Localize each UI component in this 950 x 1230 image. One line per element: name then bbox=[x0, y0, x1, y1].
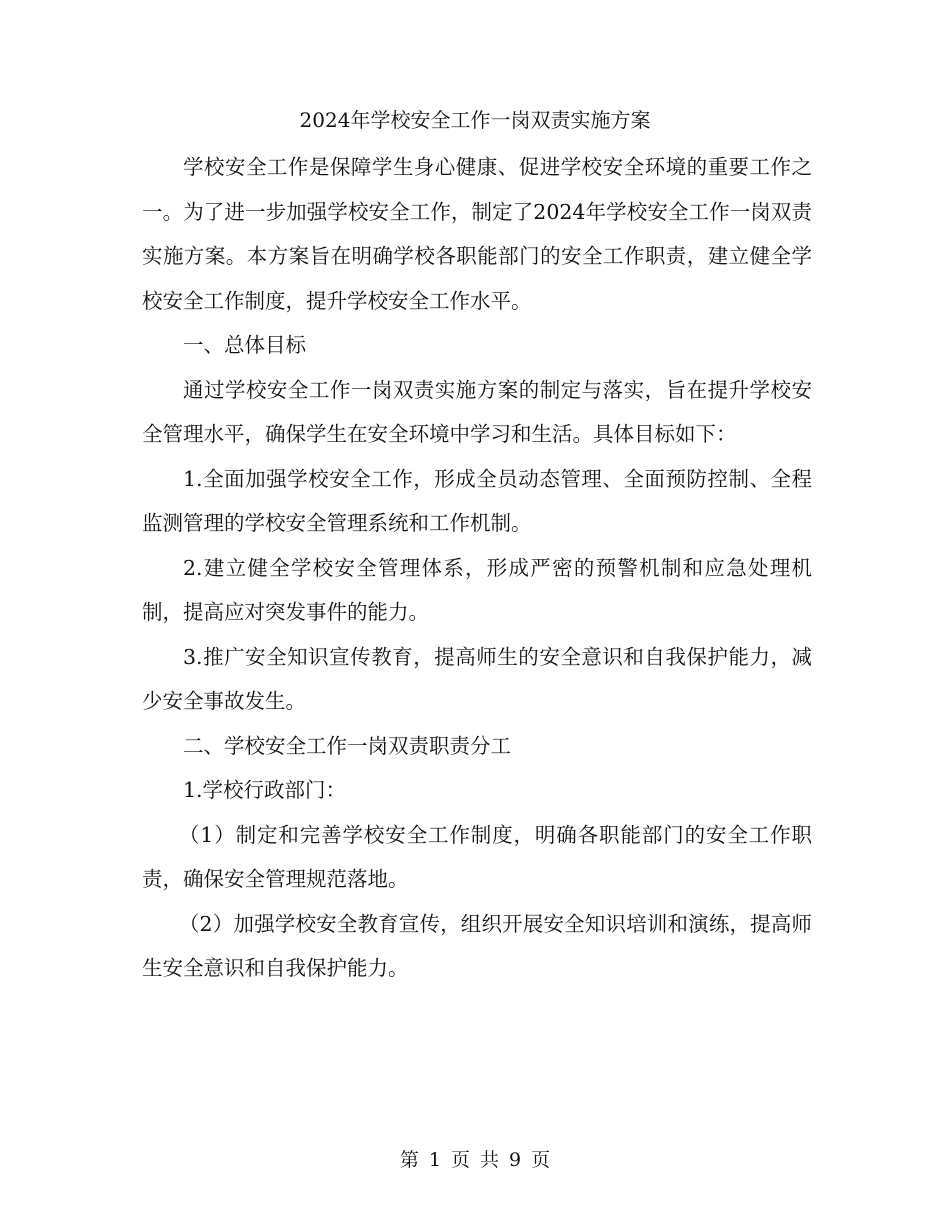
list-item-goal-1: 1.全面加强学校安全工作，形成全员动态管理、全面预防控制、全程监测管理的学校安全管理系统和工作机制。 bbox=[142, 466, 812, 535]
paragraph-intro: 学校安全工作是保障学生身心健康、促进学校安全环境的重要工作之一。为了进一步加强学校安全工作，制定了2024年学校安全工作一岗双责实施方案。本方案旨在明确学校各职能部门的安全工作职责，建立健全学校安全工作制度，提升学校安全工作水平。 bbox=[142, 155, 812, 313]
list-item-goal-2: 2.建立健全学校安全管理体系，形成严密的预警机制和应急处理机制，提高应对突发事件的能力。 bbox=[142, 555, 812, 624]
paragraph-goal-summary: 通过学校安全工作一岗双责实施方案的制定与落实，旨在提升学校安全管理水平，确保学生在安全环境中学习和生活。具体目标如下： bbox=[142, 377, 812, 446]
page-number-footer: 第 1 页 共 9 页 bbox=[399, 1149, 551, 1171]
document-body bbox=[142, 145, 812, 991]
list-item-goal-3: 3.推广安全知识宣传教育，提高师生的安全意识和自我保护能力，减少安全事故发生。 bbox=[142, 644, 812, 713]
section-heading-responsibilities: 二、学校安全工作一岗双责职责分工 bbox=[183, 733, 511, 758]
section-heading-overall-goal: 一、总体目标 bbox=[183, 333, 306, 357]
document-title: 2024年学校安全工作一岗双责实施方案 bbox=[299, 108, 651, 132]
list-item-admin-duty-2: （2）加强学校安全教育宣传，组织开展安全知识培训和演练，提高师生安全意识和自我保护能力。 bbox=[142, 911, 812, 980]
list-item-admin-duty-1: （1）制定和完善学校安全工作制度，明确各职能部门的安全工作职责，确保安全管理规范落地。 bbox=[142, 822, 812, 891]
subsection-heading-admin-department: 1.学校行政部门： bbox=[183, 778, 347, 802]
